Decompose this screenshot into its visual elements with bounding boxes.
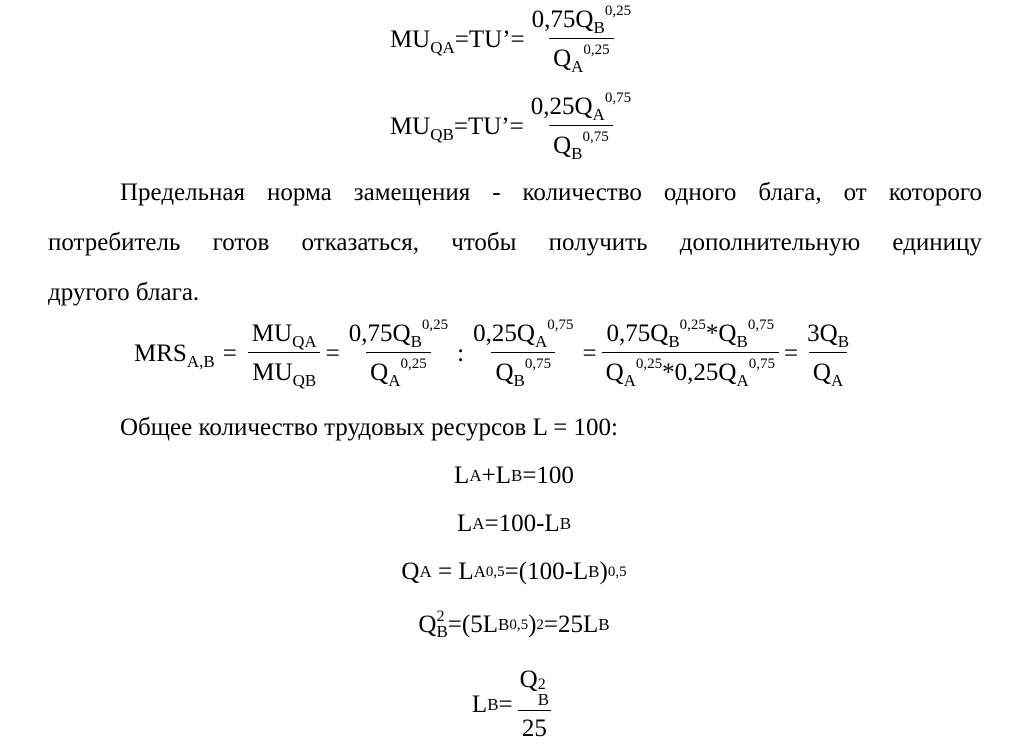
lb-fraction: Q 2 B 25 — [519, 666, 550, 742]
mu-qa-numerator: $0,75Q_B^{0,25}$ — [531, 3, 632, 37]
equation-qa: Q A = L A 0,5 =(100-L B ) 0,5 — [401, 558, 627, 585]
paragraph-line-1: Предельная норма замещения - количество одного блага, от которого — [120, 179, 982, 206]
mrs-fraction-mu-qb: $\frac{0,25Q_A^{0,75}}{Q_B^{0,75}}$ — [473, 317, 574, 390]
mu-qa-lhs: $MU_{QA}$ — [389, 25, 455, 57]
paragraph-line-2: потребитель готов отказаться, чтобы получить дополнительную единицу — [48, 229, 982, 256]
mrs-fraction-mu-qa: $\frac{0,75Q_B^{0,25}}{Q_A^{0,25}}$ — [348, 317, 449, 390]
equation-la-equals: L A =100-L B — [456, 510, 572, 537]
mu-qb-denominator: $Q_B^{0,75}$ — [549, 125, 613, 162]
mu-qa-eq: =TU’= — [454, 25, 525, 53]
mu-qa-denominator: $Q_A^{0,25}$ — [549, 38, 614, 75]
mrs-fraction-result: $\frac{3Q_B}{Q_A}$ — [807, 320, 850, 390]
mrs-fraction-product: $\frac{0,75Q_B^{0,25}*Q_B^{0,75}}{Q_A^{0,25}*0,25Q_A^{0,75}}$ — [602, 318, 779, 389]
mu-qb-lhs: $MU_{QB}$ — [389, 112, 454, 144]
mu-qa-fraction — [528, 4, 635, 75]
formula-mrs: $MRS_{A,B}$ = $\frac{MU_{QA}}{MU_{QB}}$ = $\frac{0,75Q_B^{0,25}}{Q_A^{0,25}}$ : $\frac{0,25Q_A^{0,75}}{Q_B^{0,75}}$ = $\frac{0,75Q_B^{0,25}*Q_B^{0,75}}{Q_A^{0,25}*0,25Q_A^{0,75}}$ = $\frac{3Q_B}{Q_A}$ — [134, 318, 856, 389]
mrs-fraction-mu: $\frac{MU_{QA}}{MU_{QB}}$ — [248, 318, 321, 389]
equation-qb-squared: Q 2 B =(5L B 0,5 ) 2 =25L B — [418, 608, 610, 641]
mu-qb-numerator: $0,25Q_A^{0,75}$ — [530, 90, 632, 124]
formula-mu-qb — [0, 91, 1028, 162]
mu-qb-eq: =TU’= — [453, 112, 524, 140]
paragraph-mrs-definition — [48, 168, 982, 318]
formula-mu-qa — [0, 4, 1028, 75]
labor-text: Общее количество трудовых ресурсов L = 100: — [120, 414, 618, 441]
equation-lb-fraction: L B = Q 2 B 25 — [0, 666, 1028, 743]
paragraph-line-3: другого блага. — [48, 279, 200, 306]
mrs-lhs: $MRS_{A,B}$ — [134, 339, 215, 371]
equation-la-plus-lb: L A +L B =100 — [454, 462, 574, 489]
mu-qb-fraction — [527, 91, 635, 162]
